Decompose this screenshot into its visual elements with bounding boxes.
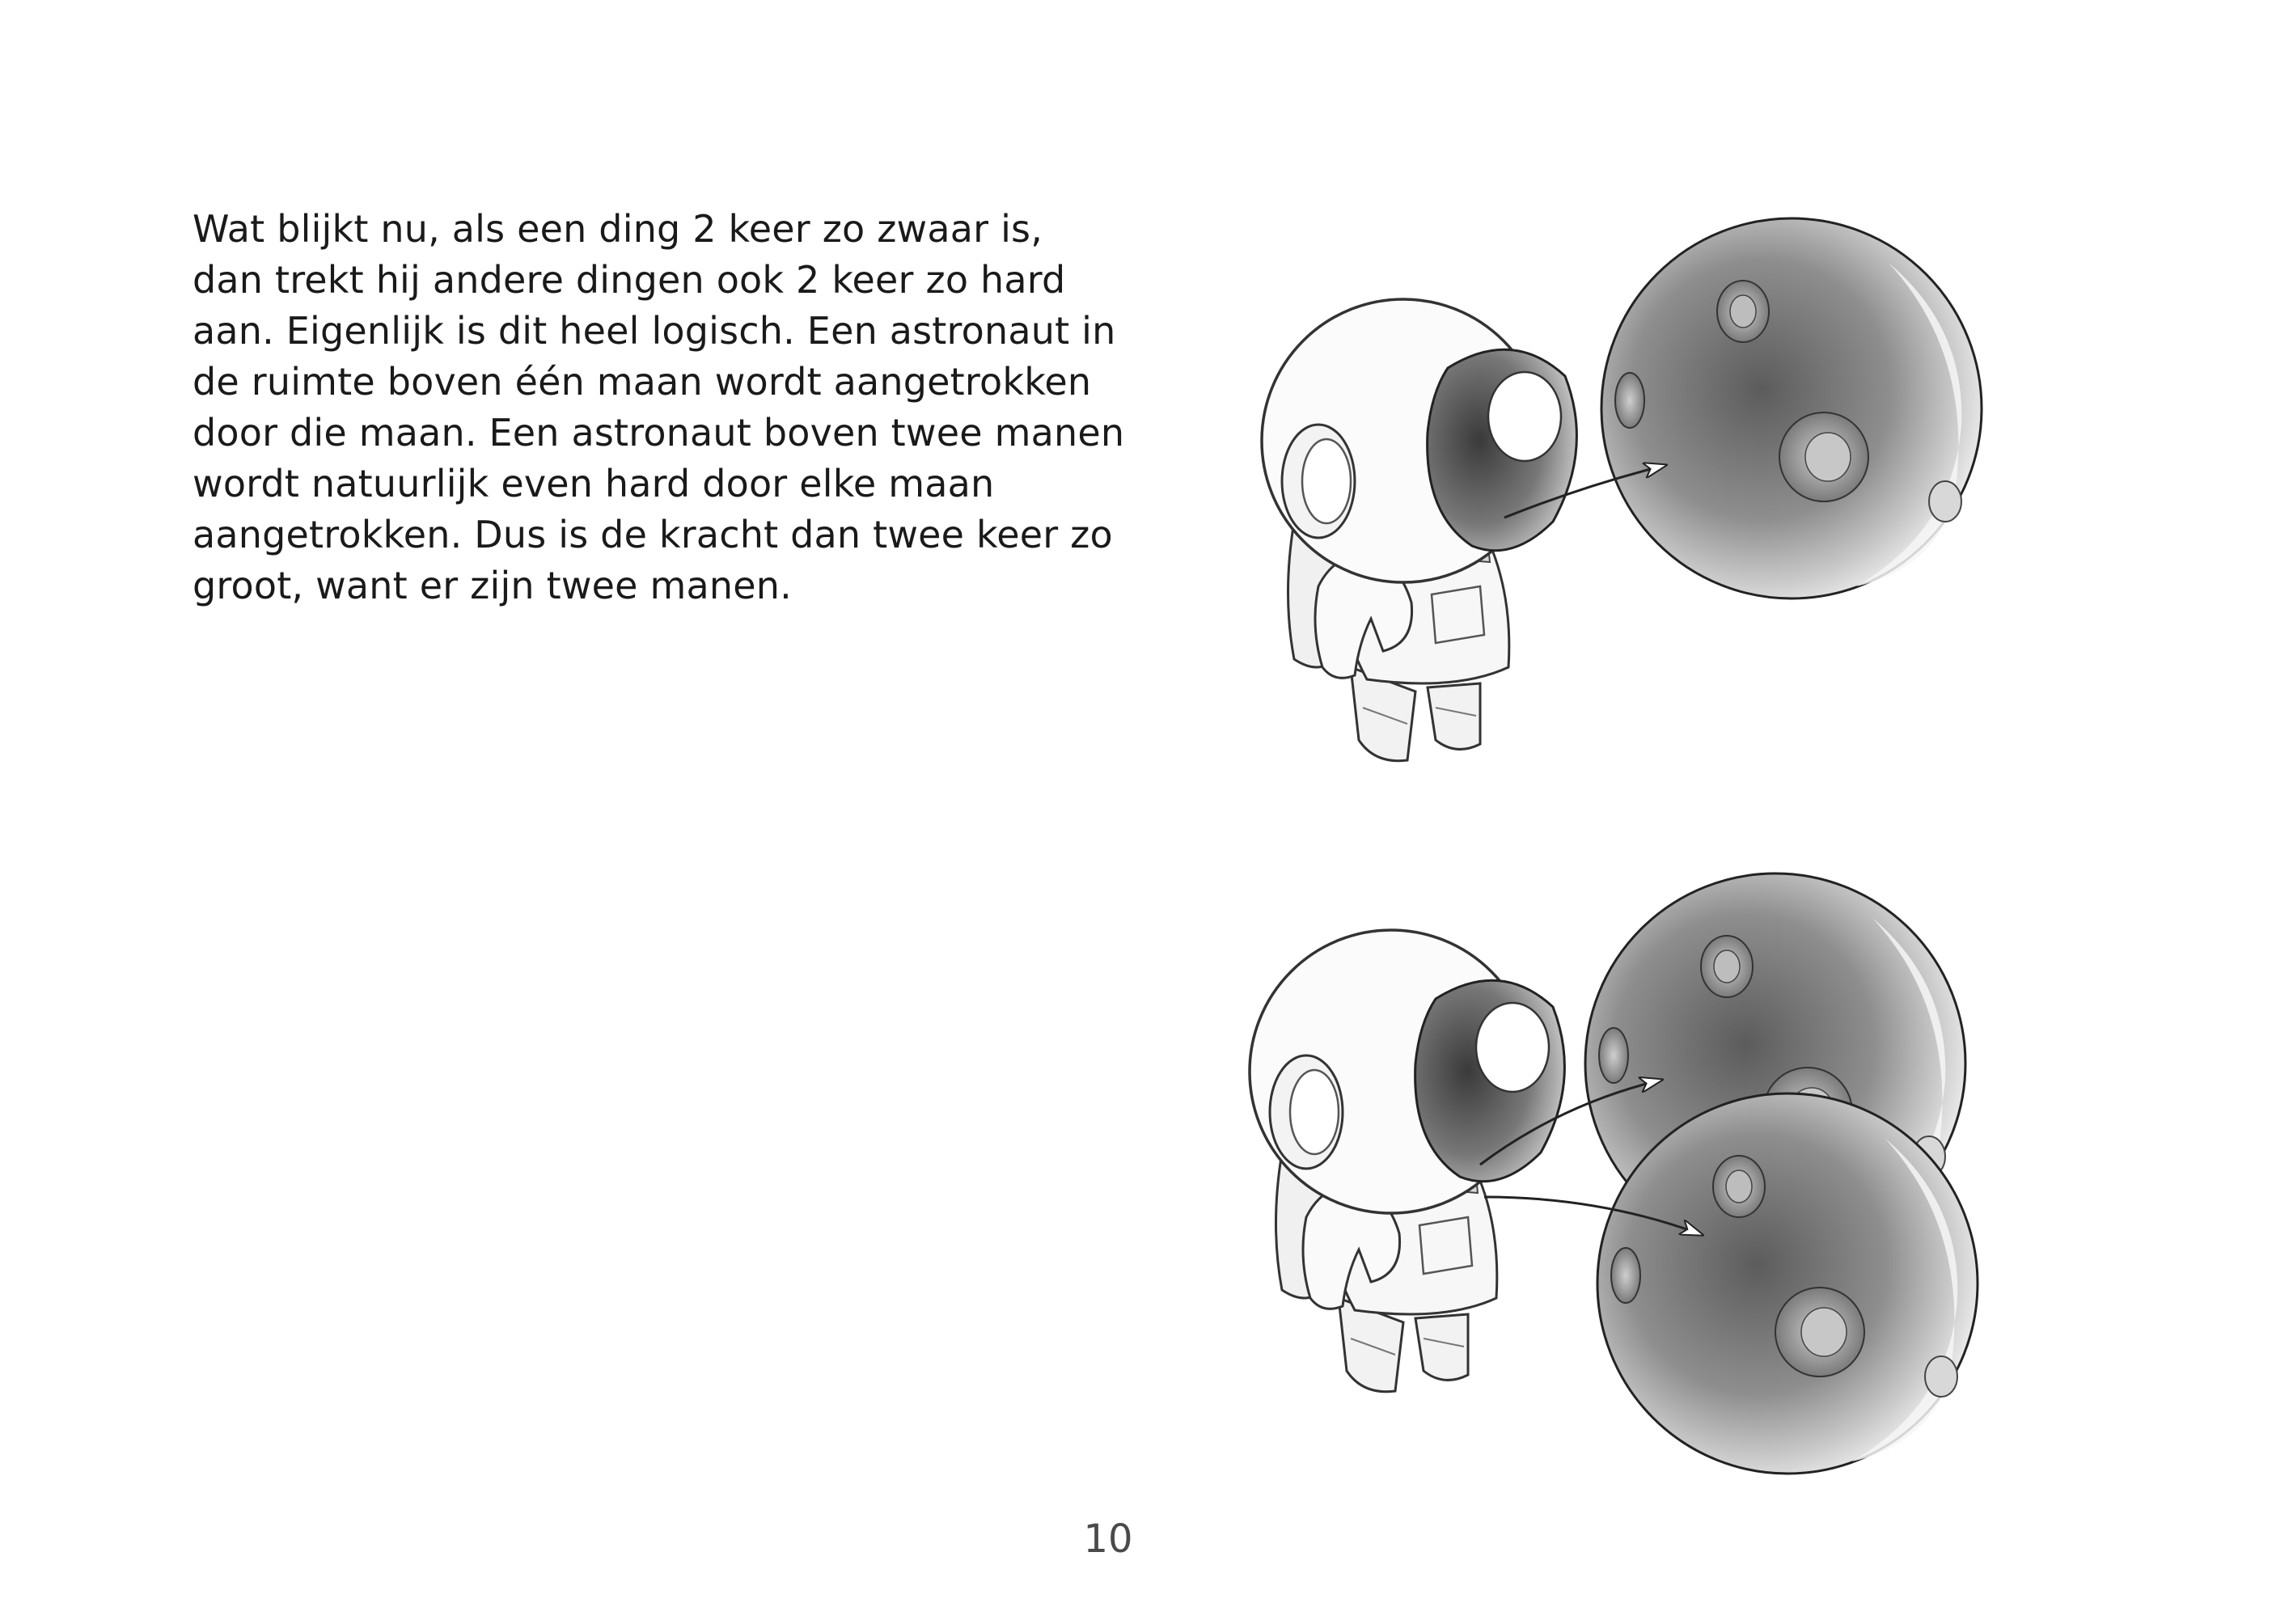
body-line: aangetrokken. Dus is de kracht dan twee keer zo xyxy=(192,513,1113,556)
body-line: wordt natuurlijk even hard door elke maan xyxy=(192,462,995,505)
astronaut-bottom xyxy=(1250,930,1564,1392)
astronaut-top xyxy=(1262,299,1576,761)
body-line: groot, want er zijn twee manen. xyxy=(192,564,792,607)
moon-front xyxy=(1597,1093,1978,1474)
body-line: dan trekt hij andere dingen ook 2 keer zo hard xyxy=(192,258,1066,302)
body-line: Wat blijkt nu, als een ding 2 keer zo zwaar is, xyxy=(192,207,1043,251)
body-line: door die maan. Een astronaut boven twee manen xyxy=(192,411,1125,455)
moon-top xyxy=(1601,218,1982,598)
body-line: de ruimte boven één maan wordt aangetrokken xyxy=(192,360,1092,404)
body-line: aan. Eigenlijk is dit heel logisch. Een astronaut in xyxy=(192,309,1116,353)
page-number: 10 xyxy=(1083,1516,1133,1562)
